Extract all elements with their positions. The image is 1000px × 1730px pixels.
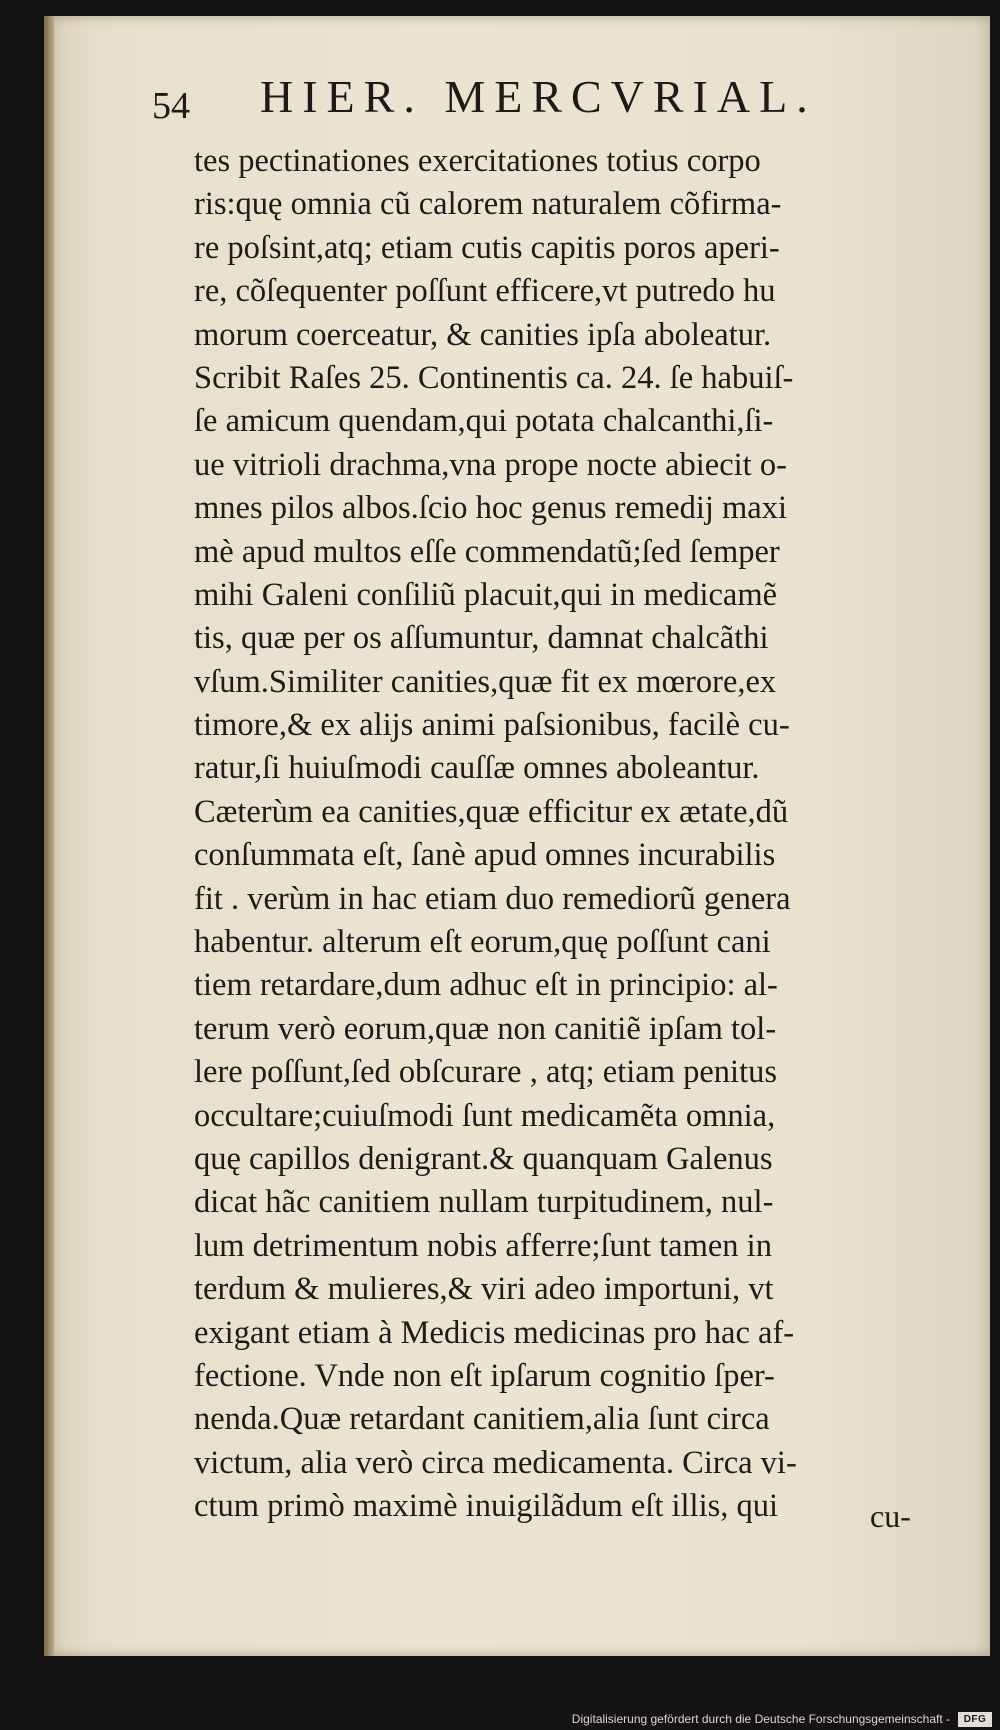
text-line: conſummata eſt, ſanè apud omnes incurabilis <box>194 837 776 874</box>
text-line: tis, quæ per os aſſumuntur, damnat chalcãthi <box>194 620 769 657</box>
running-head <box>152 66 872 136</box>
text-line: quę capillos denigrant.& quanquam Galenus <box>194 1140 773 1177</box>
text-line: fit . verùm in hac etiam duo remediorũ genera <box>194 880 791 917</box>
text-line: ris:quę omnia cũ calorem naturalem cõfirma- <box>194 186 782 223</box>
page-gutter-edge <box>44 16 54 1656</box>
text-line: lere poſſunt,ſed obſcurare , atq; etiam penitus <box>194 1054 778 1091</box>
body-text <box>194 140 944 1529</box>
text-line: Scribit Raſes 25. Continentis ca. 24. ſe habuiſ- <box>194 359 794 396</box>
text-line: mihi Galeni conſiliũ placuit,qui in medicamẽ <box>194 576 778 613</box>
text-line: re poſsint,atq; etiam cutis capitis poros aperi- <box>194 229 780 266</box>
text-line: terdum & mulieres,& viri adeo importuni, vt <box>194 1271 774 1308</box>
text-line: lum detrimentum nobis afferre;ſunt tamen in <box>194 1227 772 1264</box>
text-line: ue vitrioli drachma,vna prope nocte abiecit o- <box>194 446 787 483</box>
text-line: timore,& ex alijs animi paſsionibus, facilè cu- <box>194 707 790 744</box>
dfg-logo-icon: DFG <box>958 1712 992 1727</box>
text-line: re, cõſequenter poſſunt efficere,vt putredo hu <box>194 273 776 310</box>
text-line: tes pectinationes exercitationes totius corpo <box>194 143 761 179</box>
text-line: morum coerceatur, & canities ipſa aboleatur. <box>194 316 772 353</box>
text-line: occultare;cuiuſmodi ſunt medicamẽta omnia, <box>194 1097 776 1134</box>
text-line: ratur,ſi huiuſmodi cauſſæ omnes aboleantur. <box>194 750 760 787</box>
text-line: nenda.Quæ retardant canitiem,alia ſunt circa <box>194 1401 770 1438</box>
text-line: fectione. Vnde non eſt ipſarum cognitio ſper- <box>194 1357 775 1394</box>
text-line: dicat hãc canitiem nullam turpitudinem, nul- <box>194 1184 774 1221</box>
text-line: exigant etiam à Medicis medicinas pro hac af- <box>194 1314 795 1351</box>
text-line: ctum primò maximè inuigilãdum eſt illis, qui <box>194 1488 779 1525</box>
catchword: cu- <box>870 1498 911 1534</box>
text-line: mnes pilos albos.ſcio hoc genus remedij maxi <box>194 490 788 527</box>
text-line: tiem retardare,dum adhuc eſt in principio: al- <box>194 967 778 1004</box>
page-number: 54 <box>152 85 190 127</box>
text-line: Cæterùm ea canities,quæ efficitur ex ætate,dũ <box>194 793 789 830</box>
digitization-credit: Digitalisierung gefördert durch die Deutsche Forschungsgemeinschaft - <box>571 1712 950 1726</box>
text-line: vſum.Similiter canities,quæ fit ex mœrore,ex <box>194 663 777 700</box>
text-line: terum verò eorum,quæ non canitiẽ ipſam tol- <box>194 1010 777 1047</box>
running-title: HIER. MERCVRIAL. <box>260 71 817 122</box>
text-line: victum, alia verò circa medicamenta. Circa vi- <box>194 1444 797 1481</box>
text-line: mè apud multos eſſe commendatũ;ſed ſemper <box>194 533 780 570</box>
text-line: ſe amicum quendam,qui potata chalcanthi,ſi- <box>194 403 774 440</box>
text-line: habentur. alterum eſt eorum,quę poſſunt cani <box>194 924 771 961</box>
